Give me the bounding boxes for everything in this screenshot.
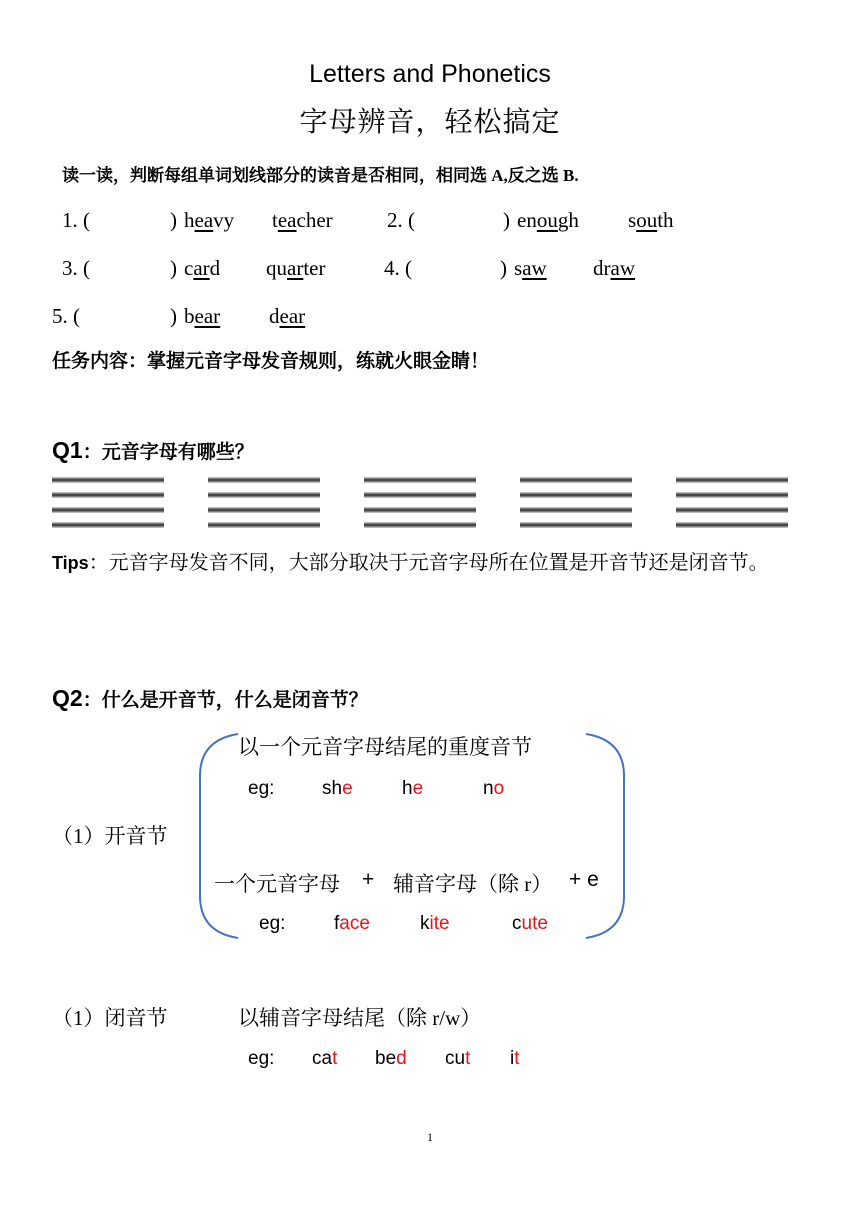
question-5-word-1: bear	[184, 304, 221, 328]
example-no: no	[483, 778, 505, 799]
q2-label: Q2	[52, 685, 83, 711]
question-5-close: )	[170, 304, 177, 328]
question-3-close: )	[170, 256, 177, 280]
plus-sign-1: +	[362, 868, 375, 891]
closed-rule: 以辅音字母结尾（除 r/w）	[238, 1006, 482, 1030]
title-chinese: 字母辨音，轻松搞定	[299, 107, 561, 138]
answer-lines-5	[676, 477, 788, 529]
open-rule-2-vowel: 一个元音字母	[214, 872, 340, 896]
question-2-word-1: enough	[517, 208, 579, 232]
example-it: it	[510, 1048, 520, 1069]
question-4-word-2: draw	[593, 256, 635, 280]
question-5-number: 5. (	[52, 304, 80, 328]
tips-paragraph	[52, 543, 822, 584]
eg-label-1: eg:	[248, 778, 275, 799]
open-rule-1: 以一个元音字母结尾的重度音节	[238, 735, 532, 759]
question-4-number: 4. (	[384, 256, 412, 280]
example-face: face	[334, 913, 370, 934]
q1-text: ：元音字母有哪些？	[82, 442, 254, 463]
example-cute: cute	[512, 913, 548, 934]
example-cat: cat	[312, 1048, 338, 1069]
example-bed: bed	[375, 1048, 407, 1069]
eg-label-3: eg:	[248, 1048, 275, 1069]
page-number: 1	[427, 1130, 433, 1144]
left-bracket	[200, 734, 238, 938]
instruction: 读一读，判断每组单词划线部分的读音是否相同，相同选 A,反之选 B.	[62, 166, 579, 185]
q1-label: Q1	[52, 437, 83, 463]
question-3-word-2: quarter	[266, 256, 326, 280]
closed-syllable-label: （1）闭音节	[52, 1006, 168, 1030]
plus-e: + e	[569, 868, 599, 891]
eg-label-2: eg:	[259, 913, 286, 934]
question-3-word-1: card	[184, 256, 221, 280]
q1-heading	[52, 437, 254, 464]
open-rule-2-consonant: 辅音字母（除 r）	[393, 872, 553, 896]
title-english: Letters and Phonetics	[309, 60, 551, 88]
question-2-number: 2. (	[387, 208, 415, 232]
q2-text: ：什么是开音节，什么是闭音节？	[82, 690, 368, 711]
tips-text: ：元音字母发音不同，大部分取决于元音字母所在位置是开音节还是闭音节。	[88, 552, 769, 574]
question-3-number: 3. (	[62, 256, 90, 280]
question-2-word-2: south	[628, 208, 674, 232]
answer-lines-2	[208, 477, 320, 529]
question-5-word-2: dear	[269, 304, 306, 328]
example-kite: kite	[420, 913, 450, 934]
tips-label: Tips	[52, 553, 89, 573]
example-he: he	[402, 778, 424, 799]
question-4-close: )	[500, 256, 507, 280]
example-she: she	[322, 778, 353, 799]
question-1-number: 1. (	[62, 208, 90, 232]
task-statement: 任务内容：掌握元音字母发音规则，练就火眼金睛！	[52, 351, 490, 372]
answer-lines-1	[52, 477, 164, 529]
question-2-close: )	[503, 208, 510, 232]
answer-lines-4	[520, 477, 632, 529]
q2-heading	[52, 685, 368, 712]
right-bracket	[586, 734, 624, 938]
question-1-word-1: heavy	[184, 208, 235, 232]
example-cut: cut	[445, 1048, 471, 1069]
open-syllable-label: （1）开音节	[52, 824, 168, 848]
answer-lines-3	[364, 477, 476, 529]
question-1-close: )	[170, 208, 177, 232]
question-4-word-1: saw	[514, 256, 547, 280]
question-1-word-2: teacher	[272, 208, 333, 232]
